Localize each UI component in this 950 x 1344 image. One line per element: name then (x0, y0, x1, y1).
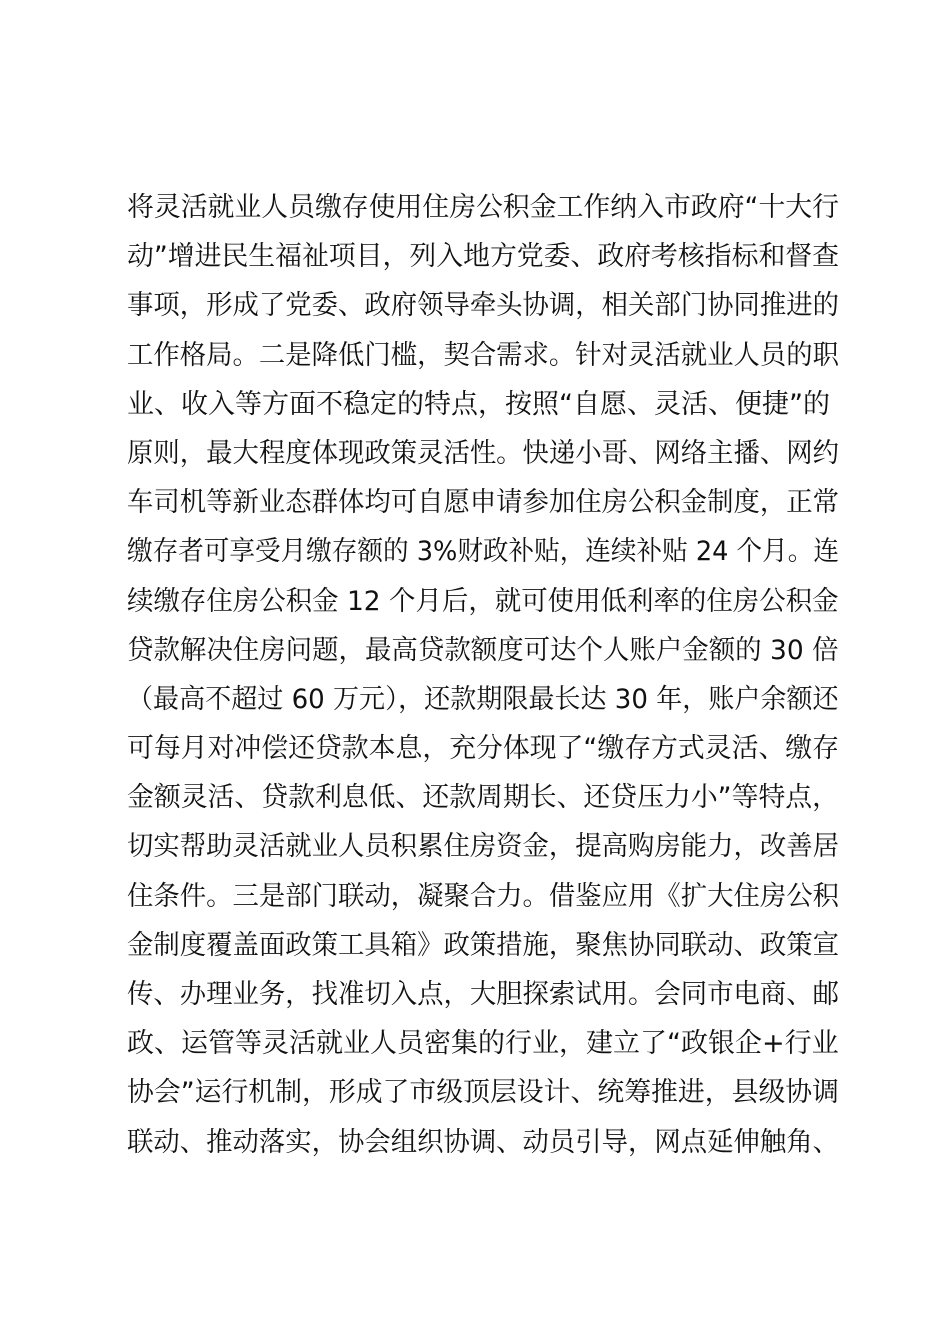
text-line: 住条件。三是部门联动，凝聚合力。借鉴应用《扩大住房公积 (127, 880, 839, 912)
text-line: 续缴存住房公积金 12 个月后，就可使用低利率的住房公积金 (127, 585, 839, 617)
text-line: 金制度覆盖面政策工具箱》政策措施，聚焦协同联动、政策宣 (127, 929, 839, 961)
body-paragraph (127, 183, 837, 1167)
text-line: 联动、推动落实，协会组织协调、动员引导，网点延伸触角、 (127, 1126, 839, 1158)
text-line: 传、办理业务，找准切入点，大胆探索试用。会同市电商、邮 (127, 979, 839, 1010)
text-line: 协会”运行机制，形成了市级顶层设计、统筹推进，县级协调 (127, 1077, 839, 1109)
text-line: 金额灵活、贷款利息低、还款周期长、还贷压力小”等特点， (127, 782, 839, 814)
text-line: 切实帮助灵活就业人员积累住房资金，提高购房能力，改善居 (127, 831, 839, 863)
text-line: 原则，最大程度体现政策灵活性。快递小哥、网络主播、网约 (127, 437, 839, 469)
text-line: 缴存者可享受月缴存额的 3%财政补贴，连续补贴 24 个月。连 (127, 536, 839, 568)
text-line: 可每月对冲偿还贷款本息，充分体现了“缴存方式灵活、缴存 (127, 733, 839, 765)
text-line: 车司机等新业态群体均可自愿申请参加住房公积金制度，正常 (127, 487, 839, 519)
text-line: 动”增进民生福祉项目，列入地方党委、政府考核指标和督查 (127, 241, 839, 273)
text-line: （最高不超过 60 万元），还款期限最长达 30 年，账户余额还 (127, 683, 839, 715)
text-line: 贷款解决住房问题，最高贷款额度可达个人账户金额的 30 倍 (127, 634, 839, 666)
text-line: 业、收入等方面不稳定的特点，按照“自愿、灵活、便捷”的 (127, 388, 830, 420)
text-line: 工作格局。二是降低门槛，契合需求。针对灵活就业人员的职 (127, 339, 839, 371)
text-line: 政、运管等灵活就业人员密集的行业，建立了“政银企+行业 (127, 1028, 839, 1060)
text-line: 将灵活就业人员缴存使用住房公积金工作纳入市政府“十大行 (127, 192, 839, 223)
text-line: 事项，形成了党委、政府领导牵头协调，相关部门协同推进的 (127, 290, 839, 322)
